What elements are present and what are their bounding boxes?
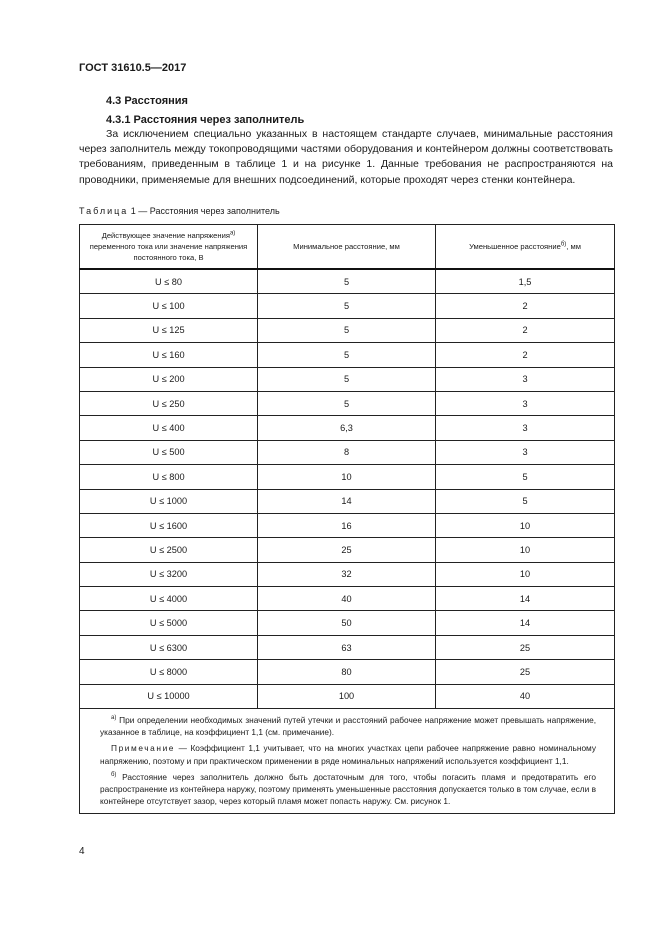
cell-reduced-distance: 25 bbox=[436, 635, 615, 659]
footnote-b-ref: б) bbox=[560, 241, 567, 248]
header-min-distance: Минимальное расстояние, мм bbox=[258, 225, 436, 270]
cell-reduced-distance: 14 bbox=[436, 611, 615, 635]
cell-reduced-distance: 10 bbox=[436, 538, 615, 562]
cell-voltage: U ≤ 2500 bbox=[80, 538, 258, 562]
header-voltage bbox=[80, 225, 258, 270]
cell-reduced-distance: 5 bbox=[436, 465, 615, 489]
cell-min-distance: 16 bbox=[258, 513, 436, 537]
cell-voltage: U ≤ 100 bbox=[80, 294, 258, 318]
footnote-b-text: Расстояние через заполнитель должно быть достаточным для того, чтобы погасить пламя и предотвратить его распространение из контейнера наружу, поэтому применять уменьшенные расстояния допускается только в том случае, если в контейнере отсутствует зазор, через который пламя может попасть наружу. См. рисунок 1. bbox=[100, 771, 596, 807]
footnote-b-mark: б) bbox=[111, 772, 117, 779]
cell-voltage: U ≤ 1600 bbox=[80, 513, 258, 537]
notes-row bbox=[80, 709, 615, 814]
cell-min-distance: 50 bbox=[258, 611, 436, 635]
table-row bbox=[80, 318, 615, 342]
table-row bbox=[80, 391, 615, 415]
footnote-a-mark: а) bbox=[111, 715, 117, 722]
distances-table bbox=[79, 224, 615, 814]
table-row bbox=[80, 465, 615, 489]
cell-reduced-distance: 3 bbox=[436, 416, 615, 440]
cell-min-distance: 25 bbox=[258, 538, 436, 562]
cell-min-distance: 80 bbox=[258, 660, 436, 684]
table-row bbox=[80, 538, 615, 562]
table-row bbox=[80, 513, 615, 537]
table-caption-word: Таблица bbox=[79, 206, 129, 216]
cell-min-distance: 10 bbox=[258, 465, 436, 489]
cell-min-distance: 6,3 bbox=[258, 416, 436, 440]
table-row bbox=[80, 587, 615, 611]
cell-voltage: U ≤ 250 bbox=[80, 391, 258, 415]
table-row bbox=[80, 294, 615, 318]
table-header-row bbox=[80, 225, 615, 270]
cell-min-distance: 5 bbox=[258, 367, 436, 391]
header-reduced-text: Уменьшенное расстояние bbox=[469, 242, 561, 251]
header-reduced-unit: , мм bbox=[566, 242, 581, 251]
cell-min-distance: 63 bbox=[258, 635, 436, 659]
cell-min-distance: 5 bbox=[258, 391, 436, 415]
cell-reduced-distance: 2 bbox=[436, 294, 615, 318]
subsection-title: 4.3.1 Расстояния через заполнитель bbox=[106, 114, 305, 126]
cell-voltage: U ≤ 125 bbox=[80, 318, 258, 342]
cell-voltage: U ≤ 6300 bbox=[80, 635, 258, 659]
header-voltage-text-rest: переменного тока или значение напряжения постоянного тока, В bbox=[89, 242, 248, 262]
cell-voltage: U ≤ 4000 bbox=[80, 587, 258, 611]
cell-voltage: U ≤ 800 bbox=[80, 465, 258, 489]
cell-voltage: U ≤ 200 bbox=[80, 367, 258, 391]
footnote-a bbox=[100, 714, 596, 738]
table-row bbox=[80, 440, 615, 464]
note-text: — Коэффициент 1,1 учитывает, что на многих участках цепи рабочее напряжение равно номинальному напряжению, поэтому и при практическом применении в ряде номинальных напряжений используется коэффициент 1,1. bbox=[100, 743, 596, 766]
header-reduced-distance bbox=[436, 225, 615, 270]
cell-reduced-distance: 25 bbox=[436, 660, 615, 684]
table-row bbox=[80, 343, 615, 367]
cell-voltage: U ≤ 80 bbox=[80, 269, 258, 294]
cell-min-distance: 100 bbox=[258, 684, 436, 708]
cell-voltage: U ≤ 160 bbox=[80, 343, 258, 367]
cell-voltage: U ≤ 1000 bbox=[80, 489, 258, 513]
cell-reduced-distance: 1,5 bbox=[436, 269, 615, 294]
table-row bbox=[80, 660, 615, 684]
table-row bbox=[80, 489, 615, 513]
cell-reduced-distance: 5 bbox=[436, 489, 615, 513]
table-row bbox=[80, 367, 615, 391]
table-row bbox=[80, 611, 615, 635]
cell-reduced-distance: 3 bbox=[436, 440, 615, 464]
table-caption-text: 1 — Расстояния через заполнитель bbox=[128, 206, 280, 216]
table-row bbox=[80, 416, 615, 440]
cell-min-distance: 40 bbox=[258, 587, 436, 611]
cell-voltage: U ≤ 5000 bbox=[80, 611, 258, 635]
cell-min-distance: 32 bbox=[258, 562, 436, 586]
footnote-a-ref: а) bbox=[229, 230, 236, 237]
cell-voltage: U ≤ 400 bbox=[80, 416, 258, 440]
cell-min-distance: 14 bbox=[258, 489, 436, 513]
table-note bbox=[100, 742, 596, 766]
page-number: 4 bbox=[79, 846, 85, 857]
cell-voltage: U ≤ 500 bbox=[80, 440, 258, 464]
footnote-b bbox=[100, 771, 596, 808]
note-label: Примечание bbox=[111, 743, 176, 754]
table-caption bbox=[79, 206, 280, 216]
body-paragraph: За исключением специально указанных в настоящем стандарте случаев, минимальные расстояния через заполнитель между токопроводящими частями оборудования и контейнером должны соответствовать требованиям, приведенным в таблице 1 и на рисунке 1. Данные требования не распространяются на проводники, применяемые для внешних подсоединений, которые проходят через стенки контейнера. bbox=[79, 128, 613, 186]
cell-voltage: U ≤ 3200 bbox=[80, 562, 258, 586]
footnote-a-text: При определении необходимых значений путей утечки и расстояний рабочее напряжение может превышать напряжение, указанное в таблице, на коэффициент 1,1 (см. примечание). bbox=[100, 715, 596, 738]
cell-min-distance: 8 bbox=[258, 440, 436, 464]
cell-reduced-distance: 10 bbox=[436, 513, 615, 537]
document-header: ГОСТ 31610.5—2017 bbox=[79, 62, 187, 74]
cell-min-distance: 5 bbox=[258, 294, 436, 318]
cell-min-distance: 5 bbox=[258, 269, 436, 294]
cell-min-distance: 5 bbox=[258, 343, 436, 367]
cell-reduced-distance: 3 bbox=[436, 367, 615, 391]
table-notes bbox=[80, 709, 615, 814]
table-row bbox=[80, 562, 615, 586]
cell-reduced-distance: 10 bbox=[436, 562, 615, 586]
table-row bbox=[80, 269, 615, 294]
cell-reduced-distance: 2 bbox=[436, 343, 615, 367]
cell-reduced-distance: 3 bbox=[436, 391, 615, 415]
cell-voltage: U ≤ 8000 bbox=[80, 660, 258, 684]
cell-reduced-distance: 14 bbox=[436, 587, 615, 611]
table-row bbox=[80, 684, 615, 708]
cell-voltage: U ≤ 10000 bbox=[80, 684, 258, 708]
cell-min-distance: 5 bbox=[258, 318, 436, 342]
section-title: 4.3 Расстояния bbox=[106, 95, 188, 107]
cell-reduced-distance: 2 bbox=[436, 318, 615, 342]
header-voltage-text: Действующее значение напряжения bbox=[101, 231, 230, 240]
table-row bbox=[80, 635, 615, 659]
cell-reduced-distance: 40 bbox=[436, 684, 615, 708]
